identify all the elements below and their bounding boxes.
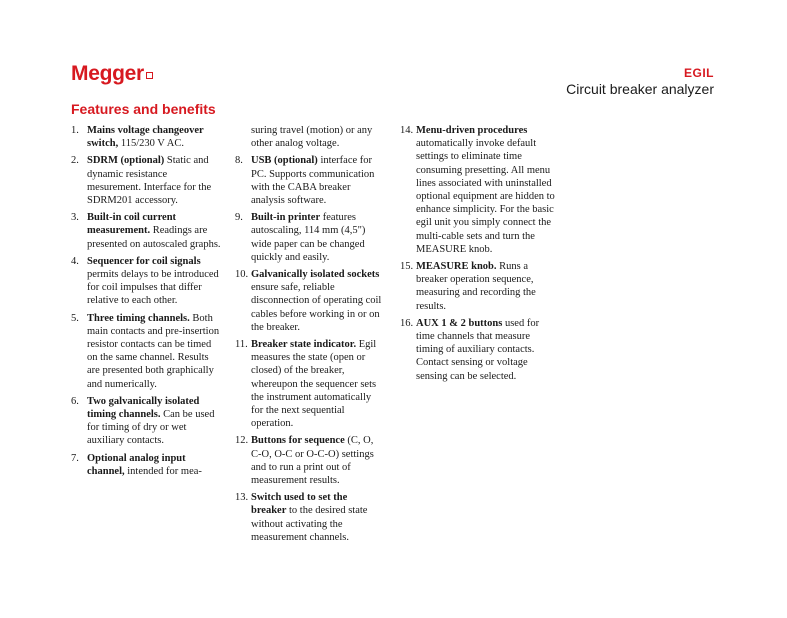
megger-logo — [71, 62, 153, 86]
feature-item: 7. Optional analog input channel, intended for mea- — [71, 452, 202, 477]
feature-item: 9. Built-in printer features autoscaling, 114 mm (4,5") wide paper can be changed quickly and easily. — [235, 212, 366, 263]
logo-mark — [146, 72, 153, 79]
feature-item: 12. Buttons for sequence (C, O, C-O, O-C or O-C-O) settings and to run a print out of measurement results. — [235, 435, 374, 487]
feature-item: 16. AUX 1 & 2 buttons used for time channels that measure timing of auxiliary contacts. Contact sensing or voltage sensing can be selected. — [400, 317, 540, 382]
product-header — [566, 66, 714, 97]
feature-item: 3. Built-in coil current measurement. Readings are presented on autoscaled graphs. — [71, 212, 221, 250]
feature-item: 8. USB (optional) interface for PC. Supports communication with the CABA breaker analysis software. — [235, 155, 375, 207]
feature-item: 4. Sequencer for coil signals permits delays to be introduced for coil impulses that differ relative to each other. — [71, 255, 219, 307]
feature-item: 6. Two galvanically isolated timing channels. Can be used for timing of dry or wet auxiliary contacts. — [71, 395, 215, 447]
product-name: EGIL — [683, 66, 714, 80]
column-1 — [71, 124, 221, 482]
section-title: Features and benefits — [71, 101, 216, 117]
feature-item: 15. MEASURE knob. Runs a breaker operation sequence, measuring and recording the results. — [400, 261, 536, 312]
column-2 — [235, 124, 385, 548]
feature-continuation: suring travel (motion) or any other analog voltage. — [251, 125, 373, 150]
feature-item: 2. SDRM (optional) Static and dynamic resistance mesurement. Interface for the SDRM201 accessory. — [71, 155, 212, 207]
product-subtitle: Circuit breaker analyzer — [566, 81, 714, 97]
feature-item: 1. Mains voltage changeover switch, 115/230 V AC. — [71, 125, 204, 150]
feature-item: 11. Breaker state indicator. Egil measures the state (open or closed) of the breaker, whereupon the sequencer sets the instrument automatically for the next sequential operation. — [235, 339, 377, 430]
column-3 — [400, 124, 555, 387]
logo-text: Megger — [71, 62, 144, 85]
feature-item: 10. Galvanically isolated sockets ensure safe, reliable disconnection of operating coil cables before working in or on the breaker. — [235, 269, 382, 333]
feature-item: 13. Switch used to set the breaker to the desired state without activating the measurement channels. — [235, 492, 368, 543]
feature-item: 5. Three timing channels. Both main contacts and pre-insertion resistor contacts can be timed on the same channel. Results are presented both graphically and numerically. — [71, 312, 220, 390]
feature-item: 14. Menu-driven procedures automatically invoke default settings to eliminate time consuming presetting. All menu lines associated with uninstalled optional equipment are hidden to enhance simplicity. For the basic egil unit you simply connect the multi-cable sets and turn the MEASURE knob. — [400, 125, 555, 255]
